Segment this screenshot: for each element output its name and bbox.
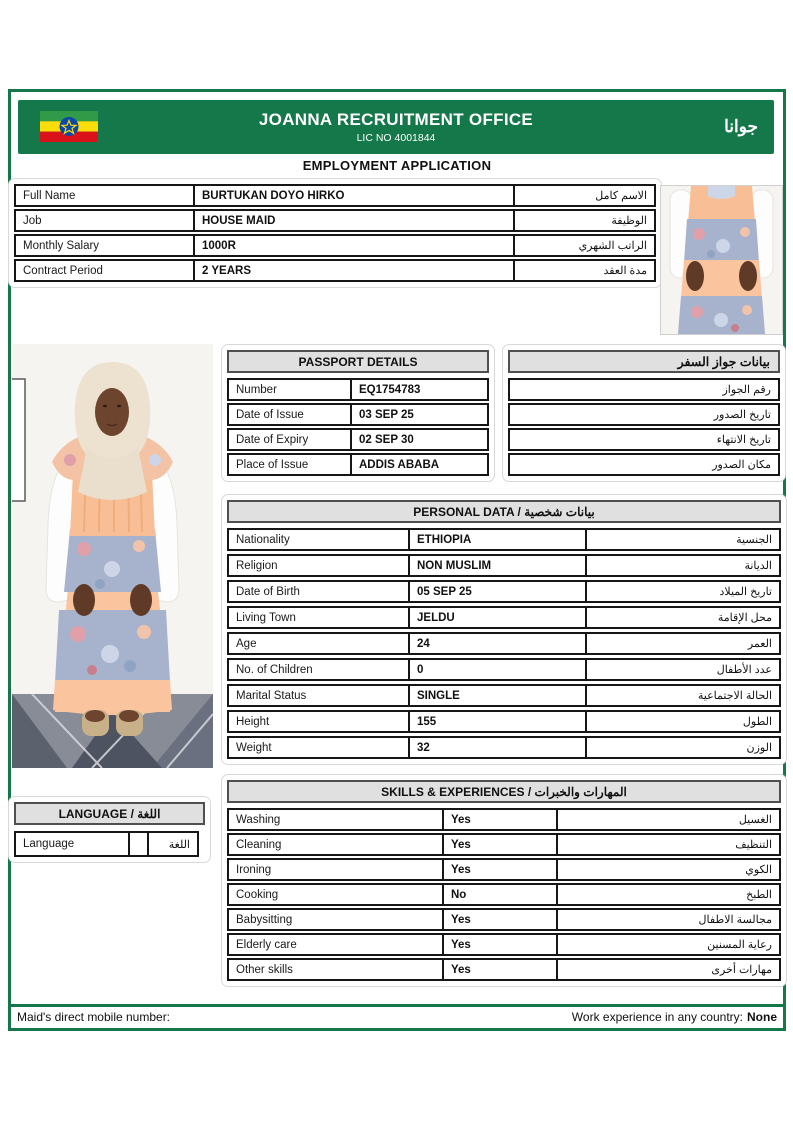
field-label: Marital Status [227,684,410,707]
table-row [227,808,781,831]
field-value: 05 SEP 25 [410,580,587,603]
skill-value: Yes [444,933,558,956]
work-experience-value: None [747,1010,777,1024]
document-border-frame [8,89,786,1031]
work-experience [572,1010,777,1024]
section-passport-details-arabic [502,344,786,482]
skill-label-arabic: الكوي [558,858,781,881]
field-label: Weight [227,736,410,759]
field-label: Height [227,710,410,733]
field-label-arabic: الوظيفة [515,209,656,232]
skill-label-arabic: رعاية المسنين [558,933,781,956]
language-label-arabic: اللغة [149,831,199,857]
skills-header: SKILLS & EXPERIENCES / المهارات والخبرات [227,780,781,803]
field-value: JELDU [410,606,587,629]
footer [17,1010,777,1024]
skill-label: Cooking [227,883,444,906]
maid-photo [12,344,213,768]
field-label-arabic: تاريخ الصدور [508,403,780,426]
field-value: HOUSE MAID [195,209,515,232]
field-value: 1000R [195,234,515,257]
field-label-arabic: الجنسية [587,528,781,551]
language-table [14,831,205,857]
field-value: 32 [410,736,587,759]
field-label: Nationality [227,528,410,551]
field-label-arabic: عدد الأطفال [587,658,781,681]
work-experience-label: Work experience in any country: [571,1010,743,1024]
field-value: NON MUSLIM [410,554,587,577]
field-value: 0 [410,658,587,681]
field-label: Age [227,632,410,655]
table-row [14,831,205,857]
field-label: Living Town [227,606,410,629]
skill-label: Cleaning [227,833,444,856]
skill-value: Yes [444,833,558,856]
language-label: Language [14,831,130,857]
table-row [227,908,781,931]
field-label-arabic: الراتب الشهري [515,234,656,257]
field-label: Job [14,209,195,232]
passport-details-header: PASSPORT DETAILS [227,350,489,373]
skill-value: Yes [444,808,558,831]
field-label-arabic: الوزن [587,736,781,759]
table-row [227,428,489,451]
footer-divider [11,1004,783,1007]
field-value: BURTUKAN DOYO HIRKO [195,184,515,207]
office-name-arabic: جوانا [724,117,758,136]
table-row [508,403,780,426]
field-label-arabic: الاسم كامل [515,184,656,207]
field-label: Full Name [14,184,195,207]
skill-label: Babysitting [227,908,444,931]
table-row [227,933,781,956]
field-label: No. of Children [227,658,410,681]
table-row [227,736,781,759]
skill-value: No [444,883,558,906]
skill-label: Elderly care [227,933,444,956]
personal-data-table [227,528,781,759]
field-label: Date of Birth [227,580,410,603]
applicant-summary-table [14,184,656,282]
skill-label-arabic: مهارات أخرى [558,958,781,981]
language-header: LANGUAGE / اللغة [14,802,205,825]
skill-label: Other skills [227,958,444,981]
skill-label-arabic: مجالسة الاطفال [558,908,781,931]
field-label-arabic: الديانة [587,554,781,577]
skill-value: Yes [444,908,558,931]
field-label: Number [227,378,352,401]
section-applicant-summary [8,178,662,288]
table-row [14,259,656,282]
table-row [227,606,781,629]
field-label-arabic: العمر [587,632,781,655]
field-label: Monthly Salary [14,234,195,257]
language-value [130,831,149,857]
skill-label-arabic: التنظيف [558,833,781,856]
table-row [227,658,781,681]
field-value: SINGLE [410,684,587,707]
field-label-arabic: رقم الجواز [508,378,780,401]
field-value: EQ1754783 [352,378,489,401]
skill-label-arabic: الغسيل [558,808,781,831]
field-value: ADDIS ABABA [352,453,489,476]
ethiopia-flag-icon [40,111,98,142]
form-title: EMPLOYMENT APPLICATION [302,158,492,173]
banner-title-block [18,100,774,154]
field-label: Place of Issue [227,453,352,476]
table-row [14,209,656,232]
license-number: LIC NO 4001844 [356,132,436,144]
field-label: Date of Issue [227,403,352,426]
table-row [227,710,781,733]
section-language [8,796,211,863]
table-row [508,378,780,401]
office-banner [18,100,774,154]
field-value: 155 [410,710,587,733]
section-passport-details [221,344,495,482]
skill-label-arabic: الطبخ [558,883,781,906]
field-value: ETHIOPIA [410,528,587,551]
table-row [14,184,656,207]
table-row [227,580,781,603]
field-value: 2 YEARS [195,259,515,282]
table-row [227,632,781,655]
maid-photo-torso [660,185,783,335]
personal-data-header: PERSONAL DATA / بيانات شخصية [227,500,781,523]
table-row [227,858,781,881]
field-label-arabic: محل الإقامة [587,606,781,629]
table-row [227,378,489,401]
passport-table [227,378,489,476]
field-label-arabic: تاريخ الانتهاء [508,428,780,451]
field-label-arabic: الحالة الاجتماعية [587,684,781,707]
table-row [227,684,781,707]
skill-label: Washing [227,808,444,831]
office-name: JOANNA RECRUITMENT OFFICE [258,110,534,129]
field-value: 03 SEP 25 [352,403,489,426]
field-label: Contract Period [14,259,195,282]
maid-mobile-label: Maid's direct mobile number: [17,1010,171,1024]
table-row [227,453,489,476]
field-value: 24 [410,632,587,655]
passport-details-header-arabic: بيانات جواز السفر [508,350,780,373]
table-row [227,833,781,856]
skill-value: Yes [444,858,558,881]
field-label-arabic: الطول [587,710,781,733]
field-label-arabic: مكان الصدور [508,453,780,476]
table-row [227,883,781,906]
passport-table-arabic [508,378,780,476]
section-skills-experiences [221,774,787,987]
table-row [227,528,781,551]
skills-table [227,808,781,981]
field-label: Date of Expiry [227,428,352,451]
field-label-arabic: مدة العقد [515,259,656,282]
skill-label: Ironing [227,858,444,881]
field-label: Religion [227,554,410,577]
table-row [14,234,656,257]
field-value: 02 SEP 30 [352,428,489,451]
skill-value: Yes [444,958,558,981]
table-row [227,554,781,577]
table-row [508,428,780,451]
field-label-arabic: تاريخ الميلاد [587,580,781,603]
table-row [227,403,489,426]
section-personal-data [221,494,787,765]
table-row [508,453,780,476]
table-row [227,958,781,981]
